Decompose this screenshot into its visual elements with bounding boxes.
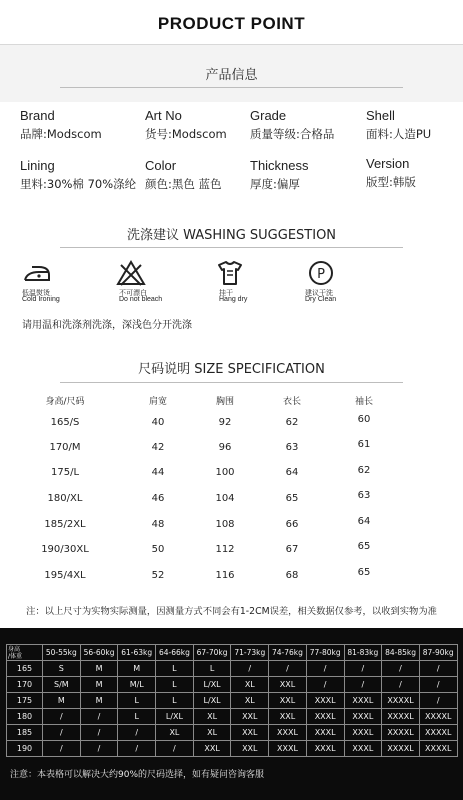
divider: [60, 247, 403, 248]
color-value: 颜色:黑色 蓝色: [145, 177, 222, 191]
table-cell: S: [43, 661, 81, 677]
table-row: [7, 661, 458, 677]
table-cell: M: [80, 661, 118, 677]
product-info-title: 产品信息: [205, 68, 258, 83]
table-cell: /: [382, 661, 420, 677]
wash-label-cn: 建议干洗: [305, 289, 333, 297]
table-cell: XXXXL: [419, 709, 457, 725]
height-cell: 185: [7, 725, 43, 741]
table-cell: L: [193, 661, 231, 677]
corner-cell: [7, 645, 43, 661]
size-cell: 92: [218, 417, 232, 428]
table-cell: XL: [231, 693, 269, 709]
size-cell: 185/2XL: [44, 519, 86, 530]
size-cell: 48: [151, 519, 165, 530]
size-cell: 50: [151, 544, 165, 555]
table-cell: /: [344, 677, 382, 693]
size-cell: 64: [357, 516, 371, 527]
table-cell: XXXXL: [419, 725, 457, 741]
hang-dry-icon: [215, 259, 245, 291]
table-cell: XXL: [269, 677, 307, 693]
size-cell: 63: [357, 490, 371, 501]
table-cell: XXXL: [306, 741, 344, 757]
size-cell: 61: [357, 439, 371, 450]
height-cell: 190: [7, 741, 43, 757]
size-header: 袖长: [354, 397, 373, 407]
table-cell: XL: [193, 709, 231, 725]
wash-label-cn: 低温熨烫: [22, 289, 50, 297]
grade-value: 质量等级:合格品: [250, 127, 335, 141]
size-cell: 190/30XL: [41, 544, 89, 555]
table-row: [7, 677, 458, 693]
table-cell: /: [43, 709, 81, 725]
weight-table-note: 注意：本表格可以解决大约90%的尺码选择，如有疑问咨询客服: [10, 770, 265, 780]
table-cell: /: [43, 741, 81, 757]
table-cell: XXXL: [306, 725, 344, 741]
table-cell: XXL: [269, 709, 307, 725]
divider: [60, 382, 403, 383]
size-header: 衣长: [282, 397, 301, 407]
size-cell: 65: [357, 541, 371, 552]
table-cell: /: [231, 661, 269, 677]
table-cell: XXL: [231, 709, 269, 725]
table-cell: L/XL: [193, 693, 231, 709]
brand-value: 品牌:Modscom: [20, 127, 102, 141]
size-cell: 65: [285, 493, 299, 504]
table-cell: /: [269, 661, 307, 677]
table-cell: /: [43, 725, 81, 741]
table-cell: M: [80, 693, 118, 709]
washing-note: 请用温和洗涤剂洗涤，深浅色分开洗涤: [22, 320, 192, 331]
size-cell: 65: [357, 567, 371, 578]
table-cell: XXL: [231, 725, 269, 741]
size-cell: 42: [151, 442, 165, 453]
size-cell: 175/L: [50, 467, 80, 478]
table-cell: XXXL: [344, 741, 382, 757]
size-cell: 63: [285, 442, 299, 453]
table-row: [7, 645, 458, 661]
weight-header: 50-55kg: [43, 645, 81, 661]
dry-clean-icon: [306, 259, 336, 291]
wash-label-en: Dry Clean: [305, 296, 337, 303]
thickness-value: 厚度:偏厚: [250, 177, 300, 191]
size-cell: 96: [218, 442, 232, 453]
size-cell: 62: [285, 417, 299, 428]
wash-label-en: Do not bleach: [119, 296, 163, 303]
weight-header: 81-83kg: [344, 645, 382, 661]
shell-label: Shell: [366, 108, 395, 123]
table-cell: /: [80, 741, 118, 757]
table-cell: XXXL: [344, 709, 382, 725]
table-cell: XXXXL: [382, 741, 420, 757]
table-cell: XXXXL: [419, 741, 457, 757]
table-cell: XXXL: [344, 693, 382, 709]
table-cell: XXXL: [269, 725, 307, 741]
wash-label-en: Cold Ironing: [22, 296, 60, 303]
table-cell: XXL: [193, 741, 231, 757]
wash-label-cn: 不可漂白: [119, 289, 147, 297]
size-cell: 116: [215, 570, 235, 581]
height-cell: 180: [7, 709, 43, 725]
table-cell: L: [118, 709, 156, 725]
weight-header: 84-85kg: [382, 645, 420, 661]
table-cell: /: [118, 725, 156, 741]
size-header: 身高/尺码: [45, 397, 85, 407]
divider: [0, 44, 463, 45]
table-cell: /: [344, 661, 382, 677]
size-cell: 195/4XL: [44, 570, 86, 581]
size-cell: 44: [151, 467, 165, 478]
table-cell: XXXL: [306, 693, 344, 709]
table-cell: M/L: [118, 677, 156, 693]
table-cell: XXL: [269, 693, 307, 709]
table-cell: /: [306, 677, 344, 693]
lining-value: 里料:30%棉 70%涤纶: [20, 177, 137, 191]
table-cell: XXXXL: [382, 725, 420, 741]
table-cell: XL: [193, 725, 231, 741]
washing-title: 洗涤建议 WASHING SUGGESTION: [126, 228, 337, 243]
table-cell: /: [118, 741, 156, 757]
table-cell: /: [306, 661, 344, 677]
table-cell: XXXXL: [382, 693, 420, 709]
size-cell: 68: [285, 570, 299, 581]
brand-label: Brand: [20, 108, 55, 123]
table-cell: L/XL: [193, 677, 231, 693]
table-cell: M: [80, 677, 118, 693]
weight-header: 64-66kg: [156, 645, 194, 661]
table-cell: M: [43, 693, 81, 709]
size-cell: 64: [285, 467, 299, 478]
divider: [60, 87, 403, 88]
table-cell: /: [80, 709, 118, 725]
size-cell: 60: [357, 414, 371, 425]
weight-header: 71-73kg: [231, 645, 269, 661]
color-label: Color: [145, 158, 177, 173]
grade-label: Grade: [250, 108, 287, 123]
svg-text:P: P: [317, 267, 325, 282]
size-cell: 170/M: [49, 442, 81, 453]
weight-header: 77-80kg: [306, 645, 344, 661]
table-cell: XXXXL: [382, 709, 420, 725]
table-row: [7, 709, 458, 725]
size-cell: 165/S: [50, 417, 80, 428]
weight-header: 87-90kg: [419, 645, 457, 661]
size-note: 注：以上尺寸为实物实际测量，因测量方式不同会有1-2CM误差，相关数据仅参考，以收到实物为准: [26, 606, 437, 617]
table-cell: L: [118, 693, 156, 709]
table-row: [7, 725, 458, 741]
size-cell: 46: [151, 493, 165, 504]
table-cell: XXXL: [269, 741, 307, 757]
size-spec-title: 尺码说明 SIZE SPECIFICATION: [138, 362, 325, 377]
no-bleach-icon: [116, 259, 146, 291]
art-no-label: Art No: [145, 108, 182, 123]
table-cell: XXXL: [306, 709, 344, 725]
size-cell: 40: [151, 417, 165, 428]
wash-label-en: Hang dry: [219, 296, 248, 303]
table-row: [7, 741, 458, 757]
shell-value: 面料:人造PU: [366, 127, 432, 141]
size-cell: 100: [215, 467, 235, 478]
size-cell: 52: [151, 570, 165, 581]
corner-top: 身高: [8, 645, 21, 653]
table-cell: XXL: [231, 741, 269, 757]
size-header: 胸围: [215, 397, 234, 407]
table-cell: /: [156, 741, 194, 757]
table-cell: /: [382, 677, 420, 693]
lining-label: Lining: [20, 158, 55, 173]
table-cell: L/XL: [156, 709, 194, 725]
iron-icon: [22, 259, 52, 291]
size-cell: 104: [215, 493, 235, 504]
size-cell: 112: [215, 544, 235, 555]
weight-size-table: [6, 644, 458, 757]
corner-bottom: /体重: [8, 652, 23, 660]
size-cell: 180/XL: [47, 493, 83, 504]
weight-header: 61-63kg: [118, 645, 156, 661]
size-header: 肩宽: [148, 397, 167, 407]
wash-label-cn: 挂干: [219, 289, 233, 297]
table-cell: XL: [156, 725, 194, 741]
height-cell: 175: [7, 693, 43, 709]
table-cell: S/M: [43, 677, 81, 693]
table-cell: /: [80, 725, 118, 741]
table-cell: XXXL: [344, 725, 382, 741]
weight-header: 67-70kg: [193, 645, 231, 661]
weight-header: 74-76kg: [269, 645, 307, 661]
size-cell: 67: [285, 544, 299, 555]
table-cell: L: [156, 693, 194, 709]
table-cell: L: [156, 677, 194, 693]
height-cell: 165: [7, 661, 43, 677]
version-value: 版型:韩版: [366, 175, 416, 189]
table-cell: XL: [231, 677, 269, 693]
table-cell: /: [419, 661, 457, 677]
art-no-value: 货号:Modscom: [145, 127, 227, 141]
thickness-label: Thickness: [250, 158, 309, 173]
table-cell: /: [419, 693, 457, 709]
size-cell: 62: [357, 465, 371, 476]
table-row: [7, 693, 458, 709]
page-title: PRODUCT POINT: [157, 14, 306, 33]
size-cell: 108: [215, 519, 235, 530]
weight-header: 56-60kg: [80, 645, 118, 661]
size-cell: 66: [285, 519, 299, 530]
version-label: Version: [366, 156, 410, 171]
table-cell: L: [156, 661, 194, 677]
table-cell: /: [419, 677, 457, 693]
height-cell: 170: [7, 677, 43, 693]
table-cell: M: [118, 661, 156, 677]
